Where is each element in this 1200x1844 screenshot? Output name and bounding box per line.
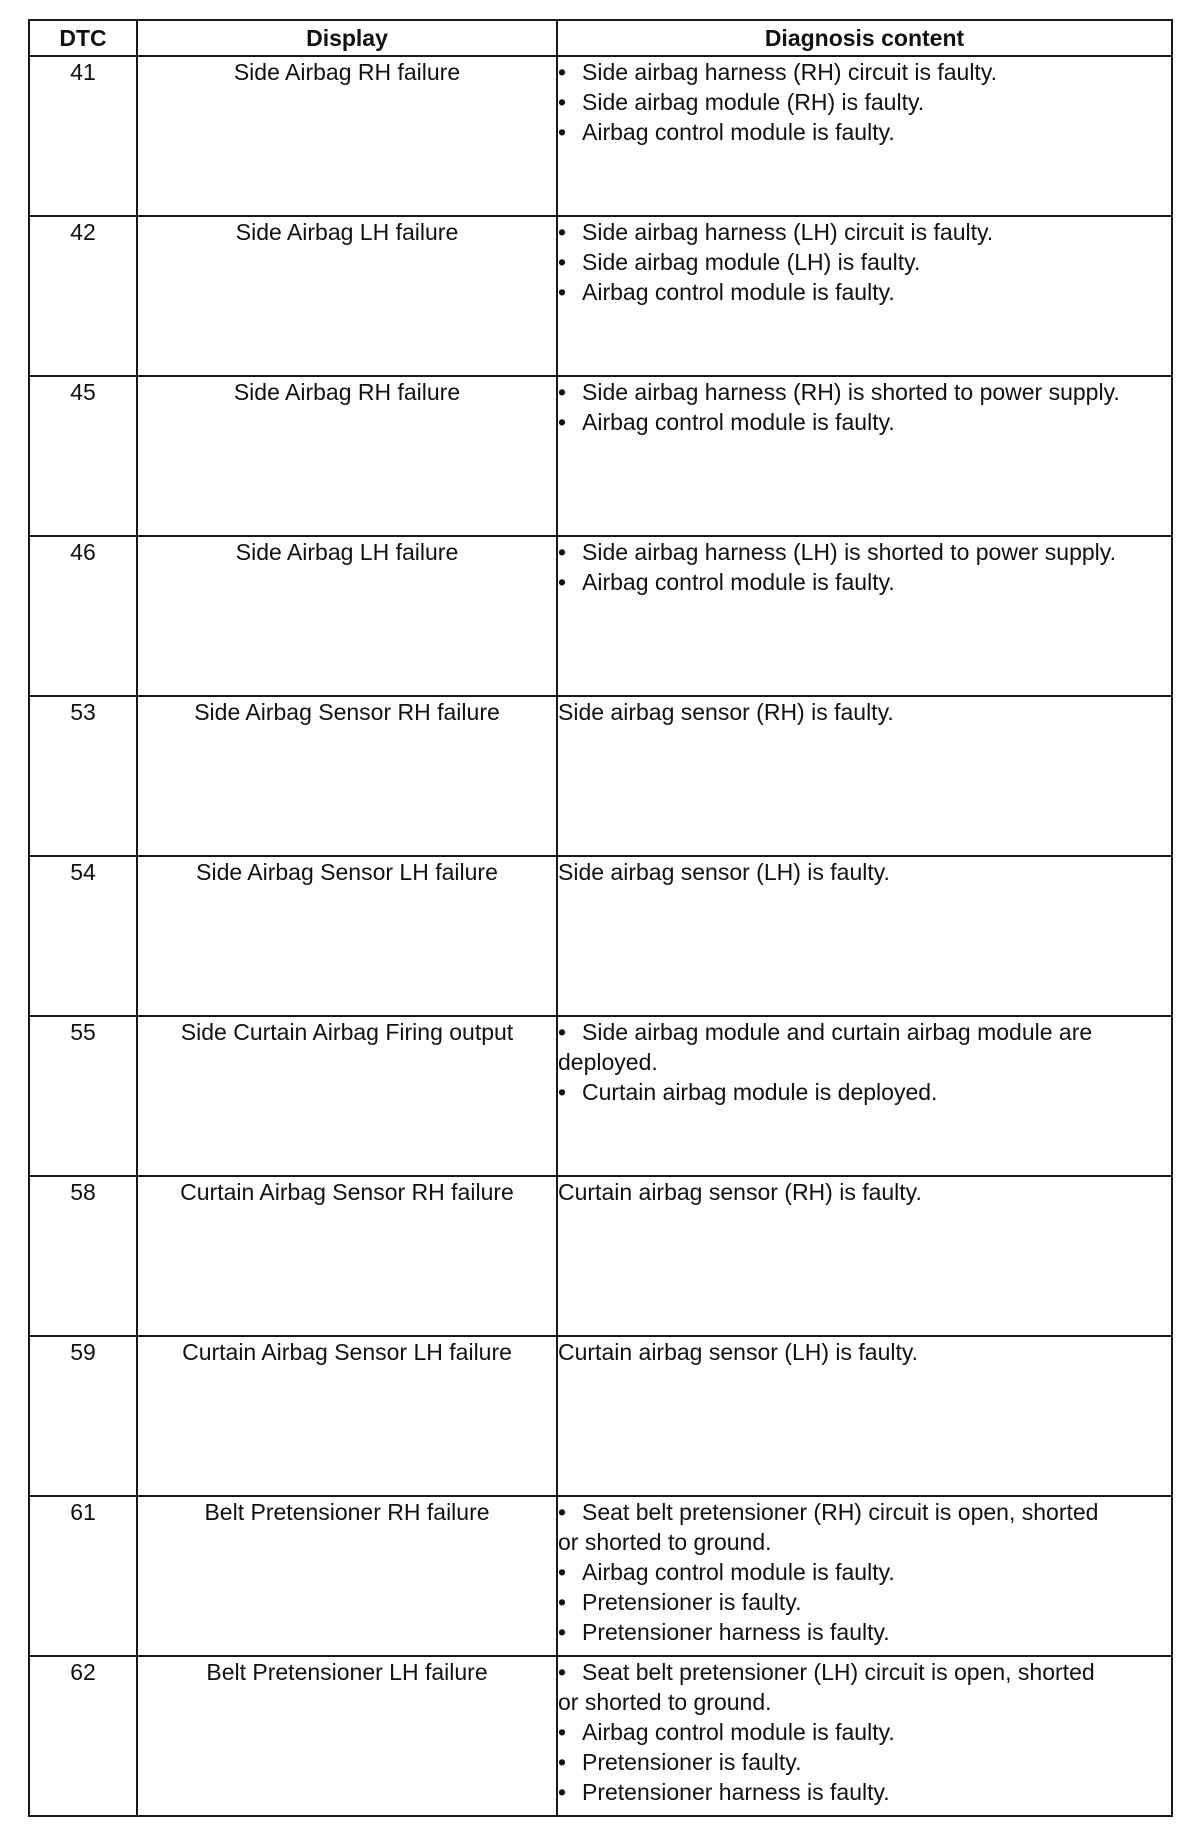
dtc-code: 42: [29, 216, 137, 376]
bullet-icon: •: [558, 119, 567, 145]
diagnosis-item-text: Airbag control module is faulty.: [582, 1719, 895, 1745]
diagnosis-item-text: Side airbag module and curtain airbag module are: [582, 1019, 1093, 1045]
dtc-code: 53: [29, 696, 137, 856]
diagnosis-item: [558, 57, 1171, 87]
diagnosis-item: [558, 87, 1171, 117]
diagnosis-item-continuation: deployed.: [558, 1049, 658, 1075]
bullet-icon: •: [558, 1589, 567, 1615]
diagnosis-item-text: Airbag control module is faulty.: [582, 279, 895, 305]
dtc-code: 55: [29, 1016, 137, 1176]
table-row: [29, 376, 1172, 536]
diagnosis-content: [557, 56, 1172, 216]
diagnosis-content: [557, 1176, 1172, 1336]
diagnosis-content: [557, 696, 1172, 856]
table-row: [29, 856, 1172, 1016]
dtc-table: [28, 19, 1173, 1817]
diagnosis-item-text: Airbag control module is faulty.: [582, 569, 895, 595]
diagnosis-item-text: Side airbag harness (LH) is shorted to power supply.: [582, 539, 1116, 565]
diagnosis-content: [557, 856, 1172, 1016]
diagnosis-text: Curtain airbag sensor (LH) is faulty.: [558, 1339, 919, 1365]
diagnosis-item-text: Side airbag module (RH) is faulty.: [582, 89, 925, 115]
diagnosis-content: [557, 1656, 1172, 1816]
diagnosis-item: [558, 1077, 1171, 1107]
diagnosis-item-text: Curtain airbag module is deployed.: [582, 1079, 938, 1105]
diagnosis-item: [558, 1497, 1171, 1527]
diagnosis-item-text: Seat belt pretensioner (LH) circuit is open, shorted: [582, 1659, 1095, 1685]
diagnosis-item-text: Pretensioner is faulty.: [582, 1749, 802, 1775]
bullet-icon: •: [558, 1719, 567, 1745]
display-text: Side Airbag RH failure: [137, 56, 557, 216]
diagnosis-item: [558, 1587, 1171, 1617]
diagnosis-content: [557, 1496, 1172, 1656]
bullet-icon: •: [558, 219, 567, 245]
dtc-code: 61: [29, 1496, 137, 1656]
diagnosis-item-text: Side airbag module (LH) is faulty.: [582, 249, 921, 275]
diagnosis-item-text: Side airbag harness (RH) circuit is faulty.: [582, 59, 997, 85]
display-text: Belt Pretensioner LH failure: [137, 1656, 557, 1816]
diagnosis-item-text: Airbag control module is faulty.: [582, 119, 895, 145]
display-text: Side Curtain Airbag Firing output: [137, 1016, 557, 1176]
bullet-icon: •: [558, 1499, 567, 1525]
bullet-icon: •: [558, 1779, 567, 1805]
diagnosis-item: [558, 117, 1171, 147]
diagnosis-text: Curtain airbag sensor (RH) is faulty.: [558, 1179, 922, 1205]
diagnosis-content: [557, 376, 1172, 536]
diagnosis-item: [558, 1617, 1171, 1647]
bullet-icon: •: [558, 1659, 567, 1685]
display-text: Side Airbag LH failure: [137, 536, 557, 696]
table-row: [29, 1176, 1172, 1336]
diagnosis-item-continuation: or shorted to ground.: [558, 1689, 772, 1715]
bullet-icon: •: [558, 409, 567, 435]
bullet-icon: •: [558, 1749, 567, 1775]
dtc-code: 46: [29, 536, 137, 696]
dtc-code: 58: [29, 1176, 137, 1336]
dtc-code: 59: [29, 1336, 137, 1496]
diagnosis-item-text: Side airbag harness (LH) circuit is faulty.: [582, 219, 994, 245]
diagnosis-text: Side airbag sensor (RH) is faulty.: [558, 699, 894, 725]
table-body: [29, 56, 1172, 1816]
table-row: [29, 536, 1172, 696]
diagnosis-item: [558, 1557, 1171, 1587]
diagnosis-item: [558, 567, 1171, 597]
bullet-icon: •: [558, 1559, 567, 1585]
diagnosis-item-text: Seat belt pretensioner (RH) circuit is open, shorted: [582, 1499, 1099, 1525]
diagnosis-item-text: Pretensioner harness is faulty.: [582, 1619, 890, 1645]
display-text: Side Airbag RH failure: [137, 376, 557, 536]
diagnosis-item: [558, 1017, 1171, 1047]
diagnosis-content: [557, 1016, 1172, 1176]
dtc-code: 62: [29, 1656, 137, 1816]
display-text: Belt Pretensioner RH failure: [137, 1496, 557, 1656]
diagnosis-item: [558, 217, 1171, 247]
table-row: [29, 696, 1172, 856]
display-text: Curtain Airbag Sensor LH failure: [137, 1336, 557, 1496]
dtc-code: 41: [29, 56, 137, 216]
diagnosis-item: [558, 1717, 1171, 1747]
header-dtc: DTC: [29, 20, 137, 56]
diagnosis-item: [558, 1657, 1171, 1687]
diagnosis-item-text: Pretensioner is faulty.: [582, 1589, 802, 1615]
diagnosis-item: [558, 537, 1171, 567]
table-row: [29, 56, 1172, 216]
diagnosis-content: [557, 216, 1172, 376]
bullet-icon: •: [558, 1619, 567, 1645]
diagnosis-content: [557, 1336, 1172, 1496]
bullet-icon: •: [558, 249, 567, 275]
table-row: [29, 216, 1172, 376]
diagnosis-item-text: Airbag control module is faulty.: [582, 409, 895, 435]
display-text: Side Airbag LH failure: [137, 216, 557, 376]
diagnosis-item: [558, 277, 1171, 307]
bullet-icon: •: [558, 279, 567, 305]
table-header: [29, 20, 1172, 56]
bullet-icon: •: [558, 569, 567, 595]
bullet-icon: •: [558, 539, 567, 565]
table-row: [29, 1336, 1172, 1496]
table-row: [29, 1016, 1172, 1176]
header-display: Display: [137, 20, 557, 56]
display-text: Side Airbag Sensor LH failure: [137, 856, 557, 1016]
diagnosis-item-text: Pretensioner harness is faulty.: [582, 1779, 890, 1805]
bullet-icon: •: [558, 379, 567, 405]
display-text: Curtain Airbag Sensor RH failure: [137, 1176, 557, 1336]
dtc-code: 54: [29, 856, 137, 1016]
diagnosis-item: [558, 1747, 1171, 1777]
diagnosis-item: [558, 247, 1171, 277]
header-diagnosis: Diagnosis content: [557, 20, 1172, 56]
bullet-icon: •: [558, 59, 567, 85]
table-row: [29, 1656, 1172, 1816]
diagnosis-text: Side airbag sensor (LH) is faulty.: [558, 859, 890, 885]
diagnosis-item: [558, 377, 1171, 407]
dtc-code: 45: [29, 376, 137, 536]
bullet-icon: •: [558, 1019, 567, 1045]
diagnosis-item: [558, 407, 1171, 437]
display-text: Side Airbag Sensor RH failure: [137, 696, 557, 856]
diagnosis-item-continuation: or shorted to ground.: [558, 1529, 772, 1555]
bullet-icon: •: [558, 89, 567, 115]
diagnosis-item: [558, 1777, 1171, 1807]
diagnosis-item-text: Side airbag harness (RH) is shorted to power supply.: [582, 379, 1120, 405]
header-row: [29, 20, 1172, 56]
bullet-icon: •: [558, 1079, 567, 1105]
diagnosis-content: [557, 536, 1172, 696]
diagnosis-item-text: Airbag control module is faulty.: [582, 1559, 895, 1585]
table-row: [29, 1496, 1172, 1656]
